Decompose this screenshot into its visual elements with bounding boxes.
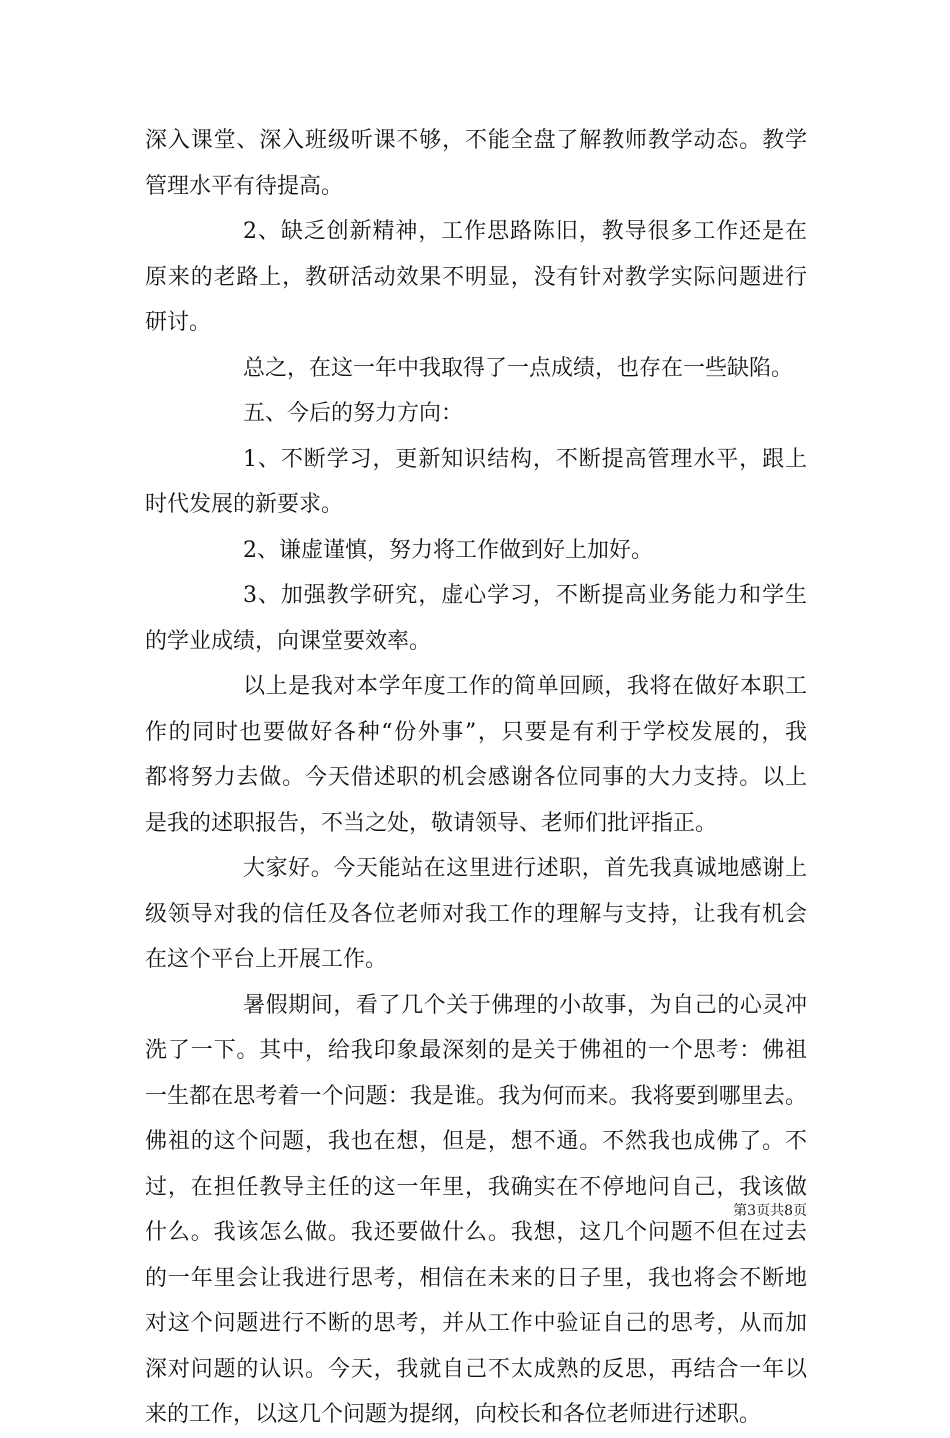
text-line: 五、今后的努力方向：: [243, 401, 464, 426]
text-line: 洗了一下。其中，给我印象最深刻的是关于佛祖的一个思考：佛祖: [145, 1038, 807, 1063]
text-line: 什么。我该怎么做。我还要做什么。我想，这几个问题不但在过去: [145, 1220, 807, 1245]
text-line: 佛祖的这个问题，我也在想，但是，想不通。不然我也成佛了。不: [145, 1129, 807, 1154]
text-line: 对这个问题进行不断的思考，并从工作中验证自己的思考，从而加: [145, 1311, 807, 1336]
text-line: 是我的述职报告，不当之处，敬请领导、老师们批评指正。: [145, 810, 718, 836]
text-line: 1、不断学习，更新知识结构，不断提高管理水平，跟上: [243, 446, 807, 472]
text-line: 作的同时也要做好各种“份外事”，只要是有利于学校发展的，我: [145, 719, 807, 745]
page-number: 第3页共8页: [733, 1203, 807, 1219]
text-line: 管理水平有待提高。: [145, 173, 344, 199]
text-line: 时代发展的新要求。: [145, 492, 344, 517]
text-line: 3、加强教学研究，虚心学习，不断提高业务能力和学生: [243, 583, 807, 608]
text-line: 2、谦虚谨慎，努力将工作做到好上加好。: [243, 537, 653, 563]
text-line: 的一年里会让我进行思考，相信在未来的日子里，我也将会不断地: [145, 1265, 807, 1291]
document-body: [145, 118, 807, 1438]
text-line: 来的工作，以这几个问题为提纲，向校长和各位老师进行述职。: [145, 1402, 762, 1427]
text-line: 2、缺乏创新精神，工作思路陈旧，教导很多工作还是在: [243, 219, 807, 244]
text-line: 以上是我对本学年度工作的简单回顾，我将在做好本职工: [243, 674, 807, 699]
text-line: 级领导对我的信任及各位老师对我工作的理解与支持，让我有机会: [145, 901, 807, 927]
text-line: 深入课堂、深入班级听课不够，不能全盘了解教师教学动态。教学: [145, 128, 807, 153]
text-line: 大家好。今天能站在这里进行述职，首先我真诚地感谢上: [243, 856, 807, 881]
text-line: 原来的老路上，教研活动效果不明显，没有针对教学实际问题进行: [145, 264, 807, 290]
text-line: 过，在担任教导主任的这一年里，我确实在不停地问自己，我该做: [145, 1174, 807, 1200]
text-line: 都将努力去做。今天借述职的机会感谢各位同事的大力支持。以上: [145, 765, 807, 790]
text-line: 总之，在这一年中我取得了一点成绩，也存在一些缺陷。: [243, 355, 794, 381]
text-line: 的学业成绩，向课堂要效率。: [145, 628, 432, 654]
text-line: 暑假期间，看了几个关于佛理的小故事，为自己的心灵冲: [243, 992, 807, 1018]
text-line: 研讨。: [145, 310, 212, 335]
text-line: 深对问题的认识。今天，我就自己不太成熟的反思，再结合一年以: [145, 1356, 807, 1382]
text-line: 一生都在思考着一个问题：我是谁。我为何而来。我将要到哪里去。: [145, 1083, 807, 1109]
text-line: 在这个平台上开展工作。: [145, 947, 388, 972]
